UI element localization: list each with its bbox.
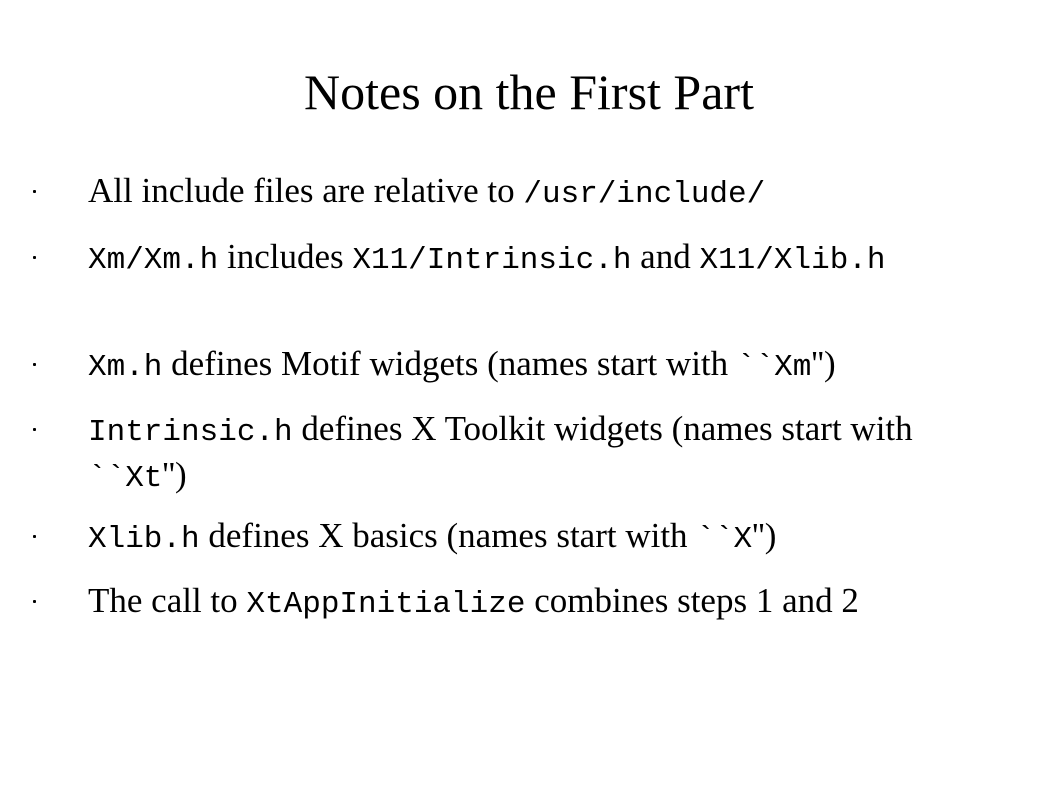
code-run: /usr/include/: [523, 177, 766, 212]
bullet-text: [88, 237, 886, 276]
bullet-text: [88, 409, 913, 494]
bullet-item: [88, 343, 988, 389]
code-run: ``Xt: [88, 461, 163, 496]
bullet-text: [88, 516, 776, 555]
code-run: Xm/Xm.h: [88, 243, 219, 278]
bullet-text-run: All include files are relative to: [88, 171, 524, 210]
bullet-text: [88, 171, 765, 210]
code-run: ``X: [696, 522, 753, 557]
bullet-text: [88, 344, 836, 383]
bullet-text-run: combines steps 1 and 2: [525, 581, 859, 620]
bullet-dot-icon: [33, 600, 36, 603]
bullet-text-run: defines X Toolkit widgets (names start with: [292, 409, 913, 448]
bullet-item: [88, 236, 988, 282]
bullet-item: [88, 515, 988, 561]
code-run: ``Xm: [736, 350, 812, 385]
bullet-dot-icon: [33, 428, 36, 431]
bullet-dot-icon: [33, 363, 36, 366]
code-run: X11/Intrinsic.h: [352, 243, 632, 278]
bullet-item: [88, 170, 988, 216]
bullet-text-run: defines X basics (names start with: [199, 516, 697, 555]
code-run: X11/Xlib.h: [699, 243, 886, 278]
bullet-dot-icon: [33, 256, 36, 259]
code-run: XtAppInitialize: [246, 587, 526, 622]
slide-title: Notes on the First Part: [304, 64, 754, 120]
bullet-text: [88, 581, 859, 620]
bullet-dot-icon: [33, 535, 36, 538]
bullet-text-run: includes: [218, 237, 353, 276]
bullet-item: [88, 408, 988, 500]
code-run: Xm.h: [88, 350, 163, 385]
bullet-item: [88, 580, 988, 626]
bullet-text-run: ''): [162, 455, 187, 494]
bullet-dot-icon: [33, 190, 36, 193]
bullet-text-run: and: [631, 237, 700, 276]
bullet-text-run: The call to: [88, 581, 247, 620]
bullet-text-run: ''): [811, 344, 836, 383]
bullet-text-run: ''): [752, 516, 777, 555]
code-run: Xlib.h: [88, 522, 200, 557]
code-run: Intrinsic.h: [88, 415, 293, 450]
bullet-text-run: defines Motif widgets (names start with: [162, 344, 737, 383]
